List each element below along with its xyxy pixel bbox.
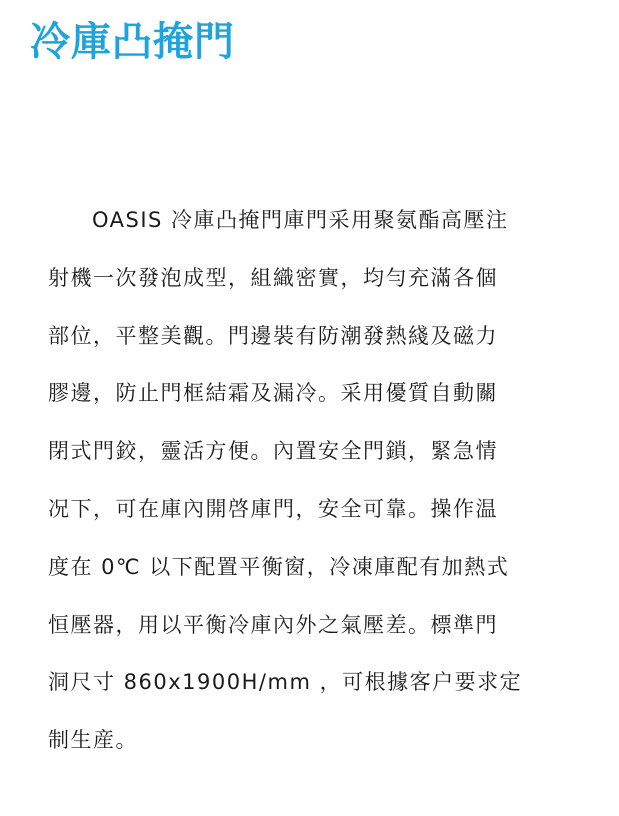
paragraph-line: 洞尺寸 860x1900H/mm ，可根據客户要求定 xyxy=(48,670,523,695)
paragraph-line: 射機一次發泡成型，組織密實，均勻充滿各個 xyxy=(48,265,498,290)
paragraph-line: OASIS 冷庫凸掩門庫門采用聚氨酯高壓注 xyxy=(92,208,509,232)
paragraph-line: 部位，平整美觀。門邊裝有防潮發熱綫及磁力 xyxy=(48,323,498,348)
description-paragraph xyxy=(48,192,558,770)
paragraph-line: 制生産。 xyxy=(48,728,138,753)
paragraph-line: 况下，可在庫內開啓庫門，安全可靠。操作温 xyxy=(48,496,498,521)
page-title: 冷庫凸掩門 xyxy=(30,19,235,65)
paragraph-line: 度在 0℃ 以下配置平衡窗，冷凍庫配有加熱式 xyxy=(48,554,510,579)
paragraph-line: 恒壓器，用以平衡冷庫內外之氣壓差。標準門 xyxy=(48,612,498,637)
paragraph-line: 閉式門鉸，靈活方便。內置安全門鎖，緊急情 xyxy=(48,439,498,464)
paragraph-line: 膠邊，防止門框結霜及漏冷。采用優質自動關 xyxy=(48,381,498,406)
